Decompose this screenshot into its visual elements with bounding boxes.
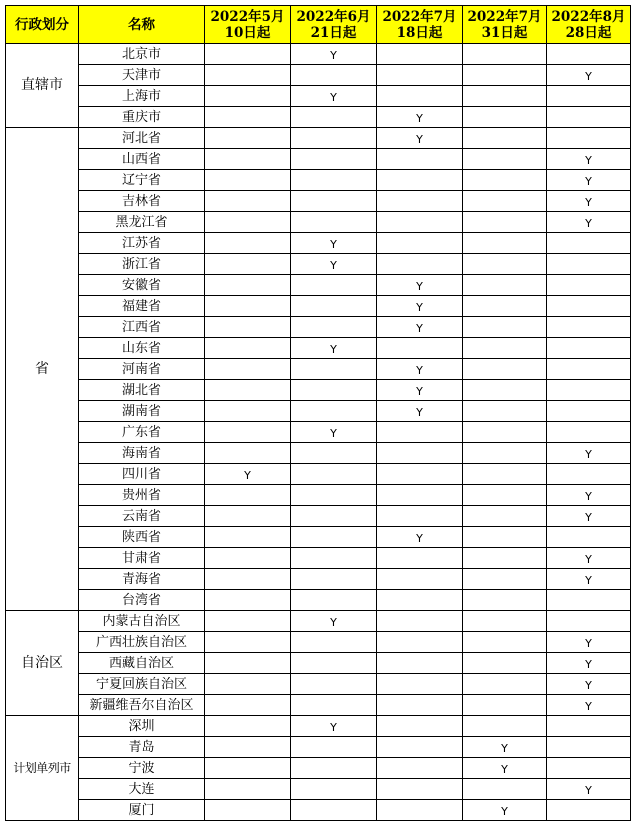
date-cell [205,338,291,359]
date-cell [463,443,547,464]
date-cell [463,107,547,128]
date-cell [205,674,291,695]
date-cell [463,464,547,485]
table-row [6,128,631,149]
date-cell [377,695,463,716]
date-cell [463,338,547,359]
region-name-cell: 河南省 [79,359,205,380]
date-cell [377,716,463,737]
date-cell: Y [205,464,291,485]
table-row [6,275,631,296]
region-name-cell: 江苏省 [79,233,205,254]
date-cell: Y [547,212,631,233]
table-row [6,233,631,254]
table-row [6,170,631,191]
date-cell [463,275,547,296]
date-cell: Y [547,443,631,464]
region-name-cell: 贵州省 [79,485,205,506]
table-row [6,317,631,338]
date-cell [547,233,631,254]
date-cell [205,737,291,758]
date-cell: Y [547,191,631,212]
date-cell [291,632,377,653]
table-row [6,695,631,716]
date-cell [463,653,547,674]
date-cell [291,170,377,191]
table-row [6,611,631,632]
date-cell [547,317,631,338]
date-cell [377,212,463,233]
date-cell [377,674,463,695]
date-cell [463,422,547,443]
region-name-cell: 宁夏回族自治区 [79,674,205,695]
date-cell [463,506,547,527]
table-row [6,506,631,527]
date-cell [547,716,631,737]
header-name: 名称 [79,6,205,44]
date-cell [463,212,547,233]
date-cell [547,380,631,401]
date-cell [205,758,291,779]
table-row [6,800,631,821]
policy-table-sheet [5,5,631,821]
table-body [6,44,631,821]
date-cell [291,737,377,758]
date-cell [377,485,463,506]
date-cell: Y [547,149,631,170]
header-date-1: 2022年5月 10日起 [205,6,291,44]
date-cell: Y [547,653,631,674]
region-name-cell: 湖北省 [79,380,205,401]
date-cell [463,86,547,107]
region-name-cell: 辽宁省 [79,170,205,191]
date-cell [377,548,463,569]
region-name-cell: 宁波 [79,758,205,779]
date-cell [463,590,547,611]
date-cell [463,569,547,590]
table-row [6,779,631,800]
date-cell [377,422,463,443]
date-cell [547,359,631,380]
region-name-cell: 大连 [79,779,205,800]
date-cell [205,716,291,737]
date-cell: Y [377,107,463,128]
date-cell: Y [377,317,463,338]
date-cell [205,317,291,338]
table-row [6,338,631,359]
table-row [6,737,631,758]
date-cell [291,128,377,149]
region-name-cell: 青岛 [79,737,205,758]
date-cell [463,548,547,569]
date-cell [463,632,547,653]
region-name-cell: 青海省 [79,569,205,590]
date-cell [205,401,291,422]
date-cell [463,296,547,317]
date-cell: Y [547,674,631,695]
date-cell [291,527,377,548]
date-cell [291,695,377,716]
date-cell [463,359,547,380]
table-row [6,632,631,653]
date-cell [463,191,547,212]
date-cell [377,44,463,65]
date-cell [547,758,631,779]
region-name-cell: 甘肃省 [79,548,205,569]
date-cell [291,779,377,800]
date-cell [547,296,631,317]
date-cell [547,275,631,296]
date-cell [377,632,463,653]
date-cell [377,443,463,464]
date-cell: Y [547,548,631,569]
date-cell [377,653,463,674]
table-row [6,107,631,128]
header-date-5: 2022年8月 28日起 [547,6,631,44]
date-cell [205,170,291,191]
date-cell [547,338,631,359]
date-cell [291,464,377,485]
date-cell [291,653,377,674]
table-row [6,254,631,275]
date-cell [377,254,463,275]
date-cell [377,569,463,590]
date-cell: Y [547,65,631,86]
date-cell [291,548,377,569]
date-cell [547,86,631,107]
date-cell [547,800,631,821]
table-row [6,44,631,65]
table-row [6,485,631,506]
table-row [6,716,631,737]
date-cell [547,527,631,548]
header-division: 行政划分 [6,6,79,44]
date-cell [377,86,463,107]
date-cell: Y [377,401,463,422]
table-row [6,569,631,590]
region-name-cell: 吉林省 [79,191,205,212]
date-cell [463,779,547,800]
date-cell [377,779,463,800]
date-cell [205,275,291,296]
region-name-cell: 山西省 [79,149,205,170]
date-cell [205,86,291,107]
date-cell [291,296,377,317]
date-cell [377,149,463,170]
date-cell [377,464,463,485]
region-name-cell: 黑龙江省 [79,212,205,233]
date-cell [205,128,291,149]
date-cell: Y [547,569,631,590]
date-cell: Y [547,632,631,653]
date-cell [291,149,377,170]
table-row [6,548,631,569]
date-cell [377,65,463,86]
date-cell [205,443,291,464]
table-row [6,380,631,401]
date-cell [205,107,291,128]
date-cell [547,128,631,149]
date-cell [291,107,377,128]
date-cell [463,527,547,548]
date-cell [463,401,547,422]
region-name-cell: 河北省 [79,128,205,149]
date-cell [463,44,547,65]
date-cell [377,611,463,632]
date-cell [291,380,377,401]
table-row [6,674,631,695]
date-cell: Y [377,275,463,296]
date-cell [377,800,463,821]
region-name-cell: 北京市 [79,44,205,65]
region-name-cell: 深圳 [79,716,205,737]
date-cell: Y [291,716,377,737]
date-cell [463,485,547,506]
region-name-cell: 新疆维吾尔自治区 [79,695,205,716]
date-cell [547,254,631,275]
region-name-cell: 广西壮族自治区 [79,632,205,653]
date-cell [377,590,463,611]
date-cell [463,716,547,737]
date-cell [205,569,291,590]
date-cell: Y [291,44,377,65]
region-name-cell: 厦门 [79,800,205,821]
region-name-cell: 安徽省 [79,275,205,296]
date-cell [291,65,377,86]
header-date-4: 2022年7月 31日起 [463,6,547,44]
date-cell: Y [377,359,463,380]
date-cell [463,674,547,695]
table-row [6,149,631,170]
date-cell [291,401,377,422]
region-name-cell: 天津市 [79,65,205,86]
region-name-cell: 云南省 [79,506,205,527]
division-group-cell: 自治区 [6,611,79,716]
date-cell [463,695,547,716]
table-row [6,422,631,443]
date-cell [547,611,631,632]
table-row [6,443,631,464]
region-name-cell: 陕西省 [79,527,205,548]
policy-table [5,5,631,821]
date-cell [291,674,377,695]
date-cell [205,149,291,170]
table-row [6,401,631,422]
region-name-cell: 四川省 [79,464,205,485]
date-cell: Y [291,254,377,275]
date-cell [291,443,377,464]
date-cell [291,758,377,779]
date-cell: Y [377,128,463,149]
date-cell [291,506,377,527]
date-cell [205,653,291,674]
date-cell [463,170,547,191]
table-row [6,86,631,107]
date-cell [547,401,631,422]
date-cell [291,275,377,296]
table-row [6,464,631,485]
date-cell: Y [547,485,631,506]
date-cell [291,800,377,821]
date-cell [377,170,463,191]
region-name-cell: 江西省 [79,317,205,338]
date-cell [547,44,631,65]
header-date-3: 2022年7月 18日起 [377,6,463,44]
date-cell [463,254,547,275]
region-name-cell: 台湾省 [79,590,205,611]
region-name-cell: 西藏自治区 [79,653,205,674]
date-cell: Y [291,233,377,254]
date-cell [205,191,291,212]
date-cell [291,569,377,590]
region-name-cell: 浙江省 [79,254,205,275]
date-cell [291,359,377,380]
date-cell: Y [291,86,377,107]
date-cell: Y [291,338,377,359]
date-cell: Y [547,506,631,527]
date-cell [205,590,291,611]
date-cell [377,737,463,758]
date-cell [547,737,631,758]
date-cell [547,464,631,485]
date-cell [463,317,547,338]
date-cell [205,65,291,86]
division-group-cell: 省 [6,128,79,611]
division-group-cell: 直辖市 [6,44,79,128]
date-cell [205,422,291,443]
table-row [6,527,631,548]
region-name-cell: 重庆市 [79,107,205,128]
date-cell: Y [377,527,463,548]
date-cell [205,212,291,233]
region-name-cell: 内蒙古自治区 [79,611,205,632]
region-name-cell: 广东省 [79,422,205,443]
date-cell [205,506,291,527]
date-cell: Y [291,611,377,632]
table-row [6,296,631,317]
date-cell [205,233,291,254]
date-cell [205,44,291,65]
region-name-cell: 上海市 [79,86,205,107]
date-cell [291,212,377,233]
date-cell [205,527,291,548]
table-row [6,191,631,212]
date-cell [463,611,547,632]
date-cell [377,338,463,359]
table-row [6,758,631,779]
header-date-2: 2022年6月 21日起 [291,6,377,44]
date-cell [463,233,547,254]
date-cell [377,506,463,527]
date-cell [377,758,463,779]
date-cell [205,296,291,317]
date-cell [377,233,463,254]
date-cell: Y [377,380,463,401]
date-cell [463,128,547,149]
date-cell [463,65,547,86]
date-cell [205,485,291,506]
date-cell: Y [463,800,547,821]
date-cell: Y [547,779,631,800]
date-cell [291,485,377,506]
date-cell [205,779,291,800]
date-cell [291,590,377,611]
region-name-cell: 福建省 [79,296,205,317]
date-cell: Y [291,422,377,443]
region-name-cell: 湖南省 [79,401,205,422]
table-row [6,359,631,380]
table-row [6,590,631,611]
table-row [6,653,631,674]
date-cell: Y [547,695,631,716]
date-cell [205,254,291,275]
date-cell [205,632,291,653]
table-row [6,65,631,86]
date-cell [291,191,377,212]
date-cell: Y [377,296,463,317]
date-cell [205,359,291,380]
division-group-cell: 计划单列市 [6,716,79,821]
date-cell [547,422,631,443]
date-cell: Y [463,737,547,758]
date-cell [205,611,291,632]
date-cell [205,380,291,401]
date-cell [291,317,377,338]
date-cell [377,191,463,212]
region-name-cell: 海南省 [79,443,205,464]
date-cell [205,695,291,716]
region-name-cell: 山东省 [79,338,205,359]
date-cell [463,149,547,170]
date-cell: Y [463,758,547,779]
table-row [6,212,631,233]
date-cell [205,548,291,569]
date-cell [205,800,291,821]
date-cell: Y [547,170,631,191]
date-cell [547,107,631,128]
header-row [6,6,631,44]
date-cell [547,590,631,611]
date-cell [463,380,547,401]
